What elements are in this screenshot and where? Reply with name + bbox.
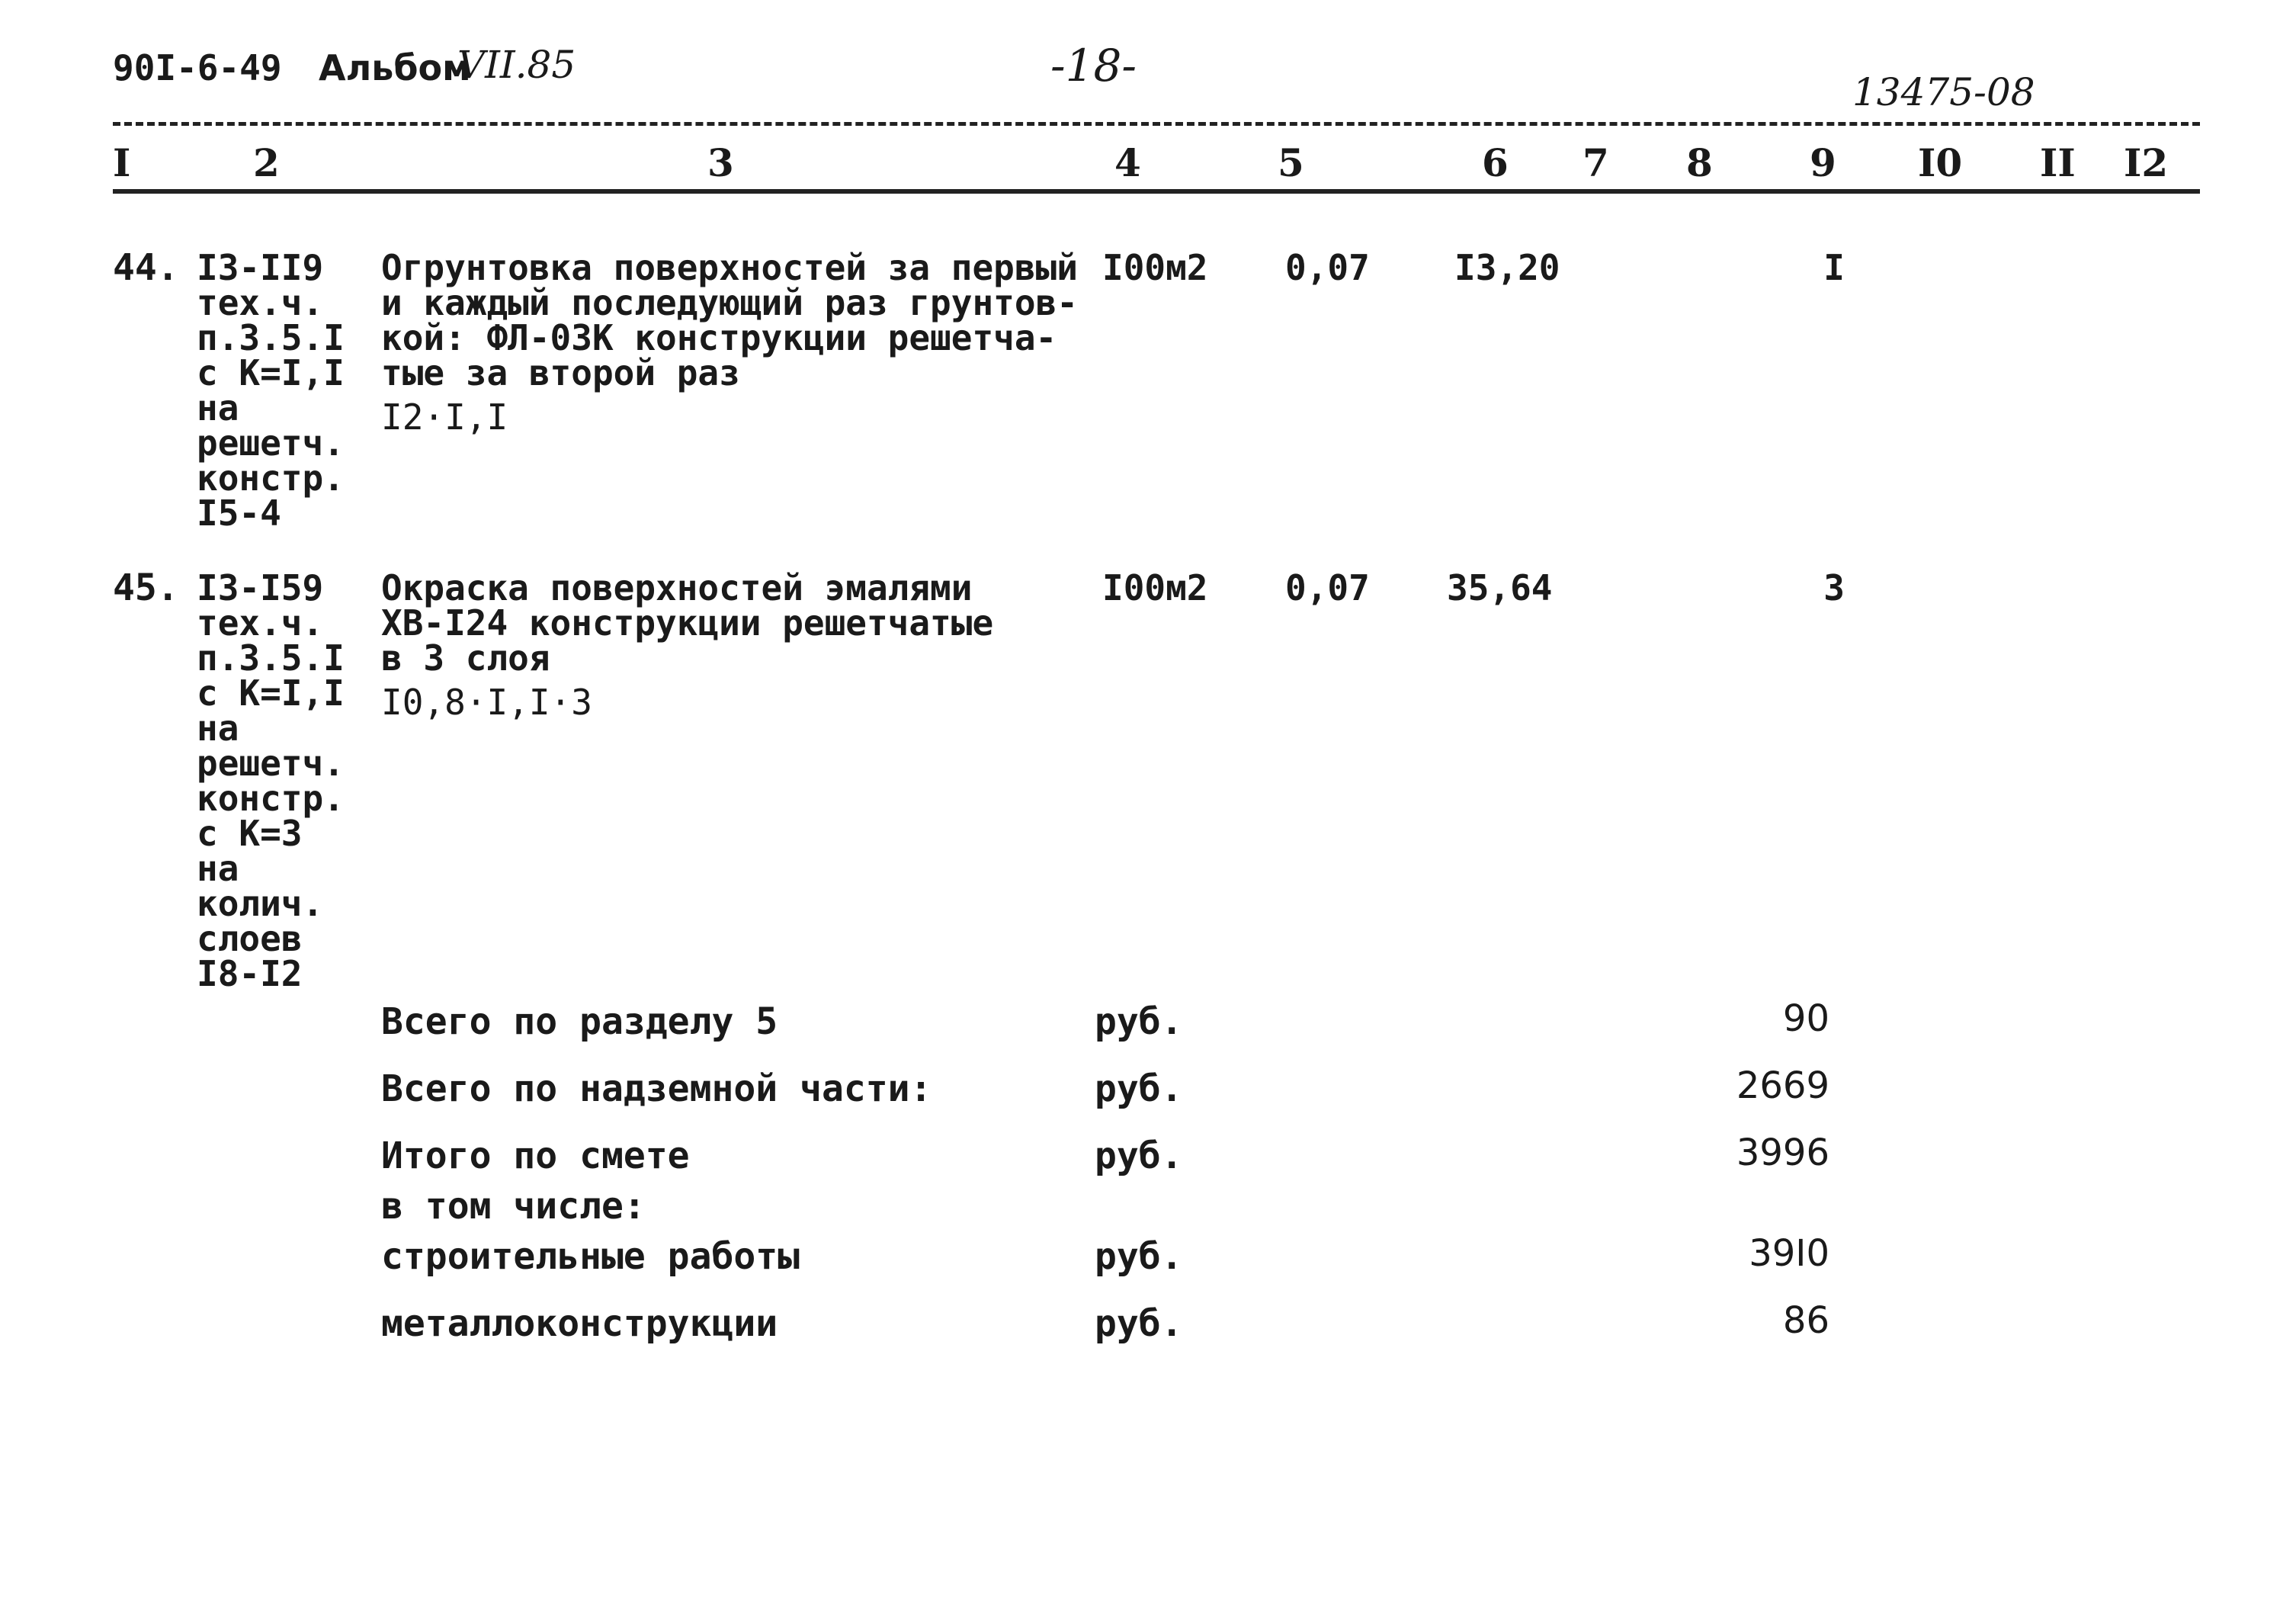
code-line: тех.ч. [197, 602, 324, 644]
code-line: с К=I,I [197, 352, 345, 393]
column-number: 4 [1114, 140, 1141, 185]
column-number: 3 [707, 140, 734, 185]
description-line: ХВ-I24 конструкции решетчатые [381, 602, 994, 644]
summary-unit: руб. [1095, 1135, 1183, 1177]
description-line: и каждый последующий раз грунтов- [381, 282, 1078, 323]
total-cost: I [1823, 247, 1845, 288]
quantity: 0,07 [1285, 247, 1370, 288]
summary-value: 90 [1782, 997, 1829, 1040]
summary-label: Итого по смете [381, 1135, 690, 1177]
price-code [197, 567, 345, 994]
code-line: I3-I59 [197, 567, 324, 608]
summary-unit: руб. [1095, 1067, 1183, 1110]
column-number: I0 [1918, 140, 1963, 185]
column-number: I2 [2124, 140, 2169, 185]
summary-label: в том числе: [381, 1185, 646, 1228]
column-number: 5 [1278, 140, 1304, 185]
column-number: 7 [1583, 140, 1609, 185]
description-line: кой: ФЛ-03К конструкции решетча- [381, 317, 1057, 358]
unit: I00м2 [1102, 247, 1208, 288]
summary-unit: руб. [1095, 1235, 1183, 1278]
column-number: 2 [253, 140, 280, 185]
column-number: 9 [1810, 140, 1836, 185]
price-code [197, 247, 345, 534]
column-number: II [2040, 140, 2076, 185]
description-line: Окраска поверхностей эмалями [381, 567, 973, 608]
code-line: колич. [197, 883, 324, 924]
quantity: 0,07 [1285, 567, 1370, 608]
quantity-formula: I0,8·I,I·3 [381, 682, 592, 723]
code-line: решетч. [197, 743, 345, 784]
code-line: на [197, 848, 239, 889]
description-line: тые за второй раз [381, 352, 740, 393]
code-line: на [197, 387, 239, 429]
code-line: тех.ч. [197, 282, 324, 323]
code-line: констр. [197, 457, 345, 499]
column-number: 8 [1686, 140, 1713, 185]
code-line: с К=I,I [197, 672, 345, 714]
stamp-number: 13475-08 [1852, 70, 2035, 114]
unit-price: I3,20 [1454, 247, 1560, 288]
summary-value: 2669 [1736, 1064, 1829, 1107]
summary-unit: руб. [1095, 1000, 1183, 1043]
page-number: -18- [1050, 40, 1137, 91]
code-line: констр. [197, 778, 345, 819]
summary-unit: руб. [1095, 1302, 1183, 1345]
description-line: в 3 слоя [381, 637, 550, 679]
column-number: I [113, 140, 131, 185]
code-line: I5-4 [197, 493, 281, 534]
album-number: VII.85 [457, 43, 576, 87]
total-cost: 3 [1823, 567, 1845, 608]
code-line: на [197, 708, 239, 749]
row-number: 45. [113, 567, 179, 609]
code-line: п.3.5.I [197, 637, 345, 679]
document-code: 90I-6-49 [113, 47, 282, 88]
work-description [381, 567, 994, 679]
code-line: I8-I2 [197, 953, 303, 994]
summary-label: металлоконструкции [381, 1302, 778, 1345]
unit: I00м2 [1102, 567, 1208, 608]
summary-value: 39I0 [1749, 1232, 1829, 1275]
code-line: решетч. [197, 422, 345, 464]
description-line: Огрунтовка поверхностей за первый [381, 247, 1078, 288]
code-line: слоев [197, 918, 303, 959]
header-solid-rule [113, 189, 2200, 194]
work-description [381, 247, 1078, 393]
code-line: с К=3 [197, 813, 303, 854]
code-line: I3-II9 [197, 247, 324, 288]
summary-label: строительные работы [381, 1235, 800, 1278]
album-label: Альбом [319, 47, 471, 88]
summary-label: Всего по разделу 5 [381, 1000, 778, 1043]
quantity-formula: I2·I,I [381, 396, 508, 438]
summary-label: Всего по надземной части: [381, 1067, 932, 1110]
column-number: 6 [1482, 140, 1509, 185]
summary-value: 3996 [1736, 1131, 1829, 1174]
code-line: п.3.5.I [197, 317, 345, 358]
row-number: 44. [113, 246, 179, 289]
top-dashed-rule [113, 122, 2200, 126]
unit-price: 35,64 [1447, 567, 1553, 608]
summary-value: 86 [1782, 1299, 1829, 1342]
